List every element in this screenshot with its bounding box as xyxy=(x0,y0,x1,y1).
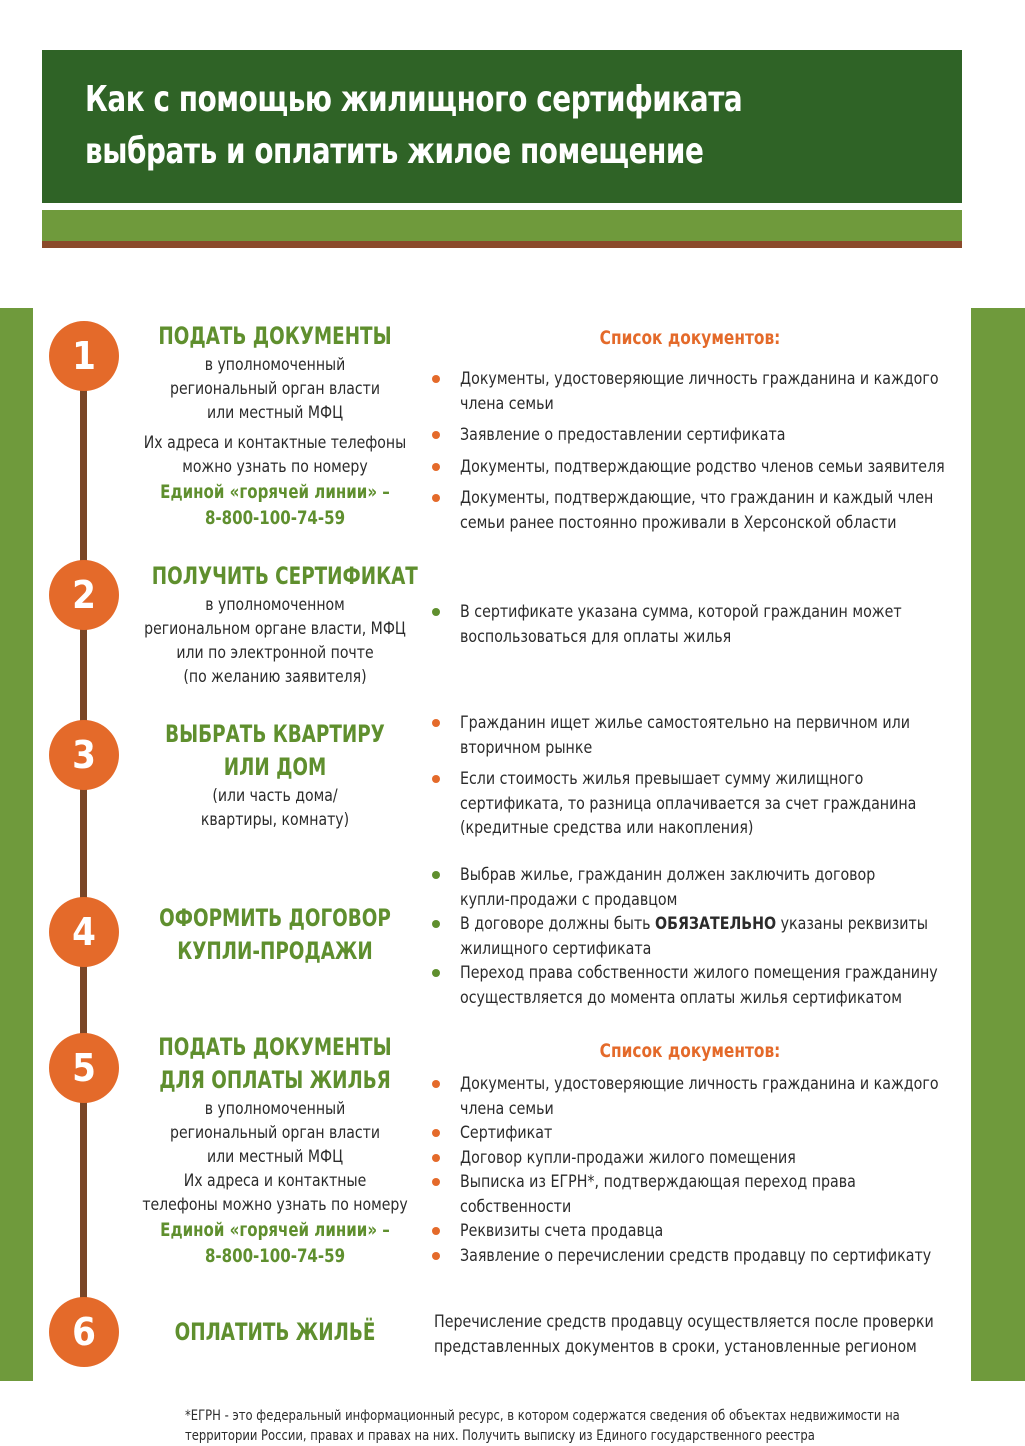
list-item: Выбрав жилье, гражданин должен заключить договор купли-продажи с продавцом xyxy=(430,863,960,912)
step-2-title: ПОЛУЧИТЬ СЕРТИФИКАТ xyxy=(151,562,418,590)
step-3-title: ИЛИ ДОМ xyxy=(223,753,327,781)
step-3-line: (или часть дома/ xyxy=(212,786,338,806)
step-6-number: 6 xyxy=(49,1297,119,1367)
step-1-line: региональный орган власти xyxy=(170,379,380,399)
step-2-line: или по электронной почте xyxy=(176,643,374,663)
footnote-line: *ЕГРН - это федеральный информационный ресурс, в котором содержатся сведения об объектах недвижимости на xyxy=(185,1408,900,1424)
bullet-icon xyxy=(432,1178,440,1186)
list-item: Выписка из ЕГРН*, подтверждающая переход права собственности xyxy=(430,1170,960,1219)
list-item: Реквизиты счета продавца xyxy=(430,1219,960,1244)
bullet-icon xyxy=(432,1154,440,1162)
step-3-line: квартиры, комнату) xyxy=(200,810,350,830)
step-5-title: ДЛЯ ОПЛАТЫ ЖИЛЬЯ xyxy=(159,1066,391,1094)
list-item: Сертификат xyxy=(430,1121,960,1146)
step-3-list xyxy=(430,711,960,848)
step-5-list-title: Список документов: xyxy=(599,1040,781,1062)
step-1-title: ПОДАТЬ ДОКУМЕНТЫ xyxy=(158,322,392,350)
side-bar-right xyxy=(971,308,1025,1381)
step-4-description xyxy=(130,902,420,968)
step-1-line: в уполномоченный xyxy=(204,355,346,375)
step-5-line: в уполномоченный xyxy=(204,1099,346,1119)
step-5-number: 5 xyxy=(49,1033,119,1103)
step-1-phone: 8-800-100-74-59 xyxy=(204,507,346,529)
step-5-line: телефоны можно узнать по номеру xyxy=(142,1195,408,1215)
bullet-icon xyxy=(432,969,440,977)
page-title-line-1: Как с помощью жилищного сертификата xyxy=(85,79,743,120)
step-3-description xyxy=(130,718,420,832)
step-4-number: 4 xyxy=(49,897,119,967)
bullet-icon xyxy=(432,375,440,383)
step-6-title: ОПЛАТИТЬ ЖИЛЬЁ xyxy=(174,1318,376,1346)
page-title xyxy=(85,74,839,178)
bullet-icon xyxy=(432,775,440,783)
step-1-doc-list xyxy=(430,367,960,542)
step-2-description xyxy=(130,560,420,689)
bullet-icon xyxy=(432,1252,440,1260)
bullet-icon xyxy=(432,608,440,616)
decor-band-green xyxy=(42,210,962,241)
bullet-icon xyxy=(432,871,440,879)
list-item: Переход права собственности жилого помещения гражданину осуществляется до момента оплаты жилья сертификатом xyxy=(430,961,960,1010)
bullet-icon xyxy=(432,1227,440,1235)
side-bar-left xyxy=(0,308,33,1381)
list-item: Заявление о перечислении средств продавцу по сертификату xyxy=(430,1244,960,1269)
footnote xyxy=(185,1406,985,1446)
step-1-hotline: Единой «горячей линии» – xyxy=(160,481,390,503)
step-2-number: 2 xyxy=(49,560,119,630)
step-5-phone: 8-800-100-74-59 xyxy=(204,1245,346,1267)
step-2-line: в уполномоченном xyxy=(205,595,345,615)
decor-band-brown xyxy=(42,241,962,248)
bullet-icon xyxy=(432,494,440,502)
list-item: В договоре должны быть ОБЯЗАТЕЛЬНО указаны реквизиты жилищного сертификата xyxy=(430,912,960,961)
list-item: Документы, удостоверяющие личность гражданина и каждого члена семьи xyxy=(430,1072,960,1121)
list-item: Документы, удостоверяющие личность гражданина и каждого члена семьи xyxy=(430,367,960,416)
page-header xyxy=(42,50,962,203)
footnote-line: территории России, правах и правах на них. Получить выписку из Единого государственного реестра xyxy=(185,1428,815,1444)
step-5-title: ПОДАТЬ ДОКУМЕНТЫ xyxy=(158,1033,392,1061)
bullet-icon xyxy=(432,1129,440,1137)
list-item: В сертификате указана сумма, которой гражданин может воспользоваться для оплаты жилья xyxy=(430,600,960,649)
step-1-description xyxy=(130,320,420,531)
bullet-icon xyxy=(432,920,440,928)
step-4-title: КУПЛИ-ПРОДАЖИ xyxy=(177,937,373,965)
step-5-line: Их адреса и контактные xyxy=(183,1171,367,1191)
step-1-contact-line: можно узнать по номеру xyxy=(182,457,368,477)
step-5-description xyxy=(130,1031,420,1269)
required-emphasis: ОБЯЗАТЕЛЬНО xyxy=(655,914,777,934)
step-3-title: ВЫБРАТЬ КВАРТИРУ xyxy=(165,720,385,748)
list-item: Документы, подтверждающие родство членов семьи заявителя xyxy=(430,455,960,480)
step-1-number: 1 xyxy=(49,321,119,391)
step-5-line: региональный орган власти xyxy=(170,1123,380,1143)
list-item: Документы, подтверждающие, что гражданин и каждый член семьи ранее постоянно проживали в Херсонской области xyxy=(430,486,960,535)
step-5-doc-list xyxy=(430,1072,960,1268)
bullet-icon xyxy=(432,1080,440,1088)
step-5-hotline: Единой «горячей линии» – xyxy=(160,1219,390,1241)
step-3-number: 3 xyxy=(49,720,119,790)
step-6-text: Перечисление средств продавцу осуществляется после проверки представленных документов в сроки, установленные регионом xyxy=(434,1312,934,1357)
bullet-icon xyxy=(432,463,440,471)
step-6-description xyxy=(130,1316,420,1349)
step-1-list-title: Список документов: xyxy=(599,327,781,349)
step-5-line: или местный МФЦ xyxy=(206,1147,344,1167)
list-item: Договор купли-продажи жилого помещения xyxy=(430,1146,960,1171)
page-title-line-2: выбрать и оплатить жилое помещение xyxy=(85,131,704,172)
list-item: Если стоимость жилья превышает сумму жилищного сертификата, то разница оплачивается за счет гражданина (кредитные средства или накопления) xyxy=(430,767,960,841)
bullet-icon xyxy=(432,719,440,727)
step-4-list xyxy=(430,863,960,1010)
list-item: Заявление о предоставлении сертификата xyxy=(430,423,960,448)
step-2-list xyxy=(430,600,960,656)
step-2-line: (по желанию заявителя) xyxy=(183,667,367,687)
step-1-contact-line: Их адреса и контактные телефоны xyxy=(143,433,407,453)
list-item: Гражданин ищет жилье самостоятельно на первичном или вторичном рынке xyxy=(430,711,960,760)
timeline-line xyxy=(80,356,87,1332)
step-4-title: ОФОРМИТЬ ДОГОВОР xyxy=(159,904,391,932)
bullet-icon xyxy=(432,431,440,439)
step-2-line: региональном органе власти, МФЦ xyxy=(144,619,406,639)
step-1-line: или местный МФЦ xyxy=(206,403,344,423)
